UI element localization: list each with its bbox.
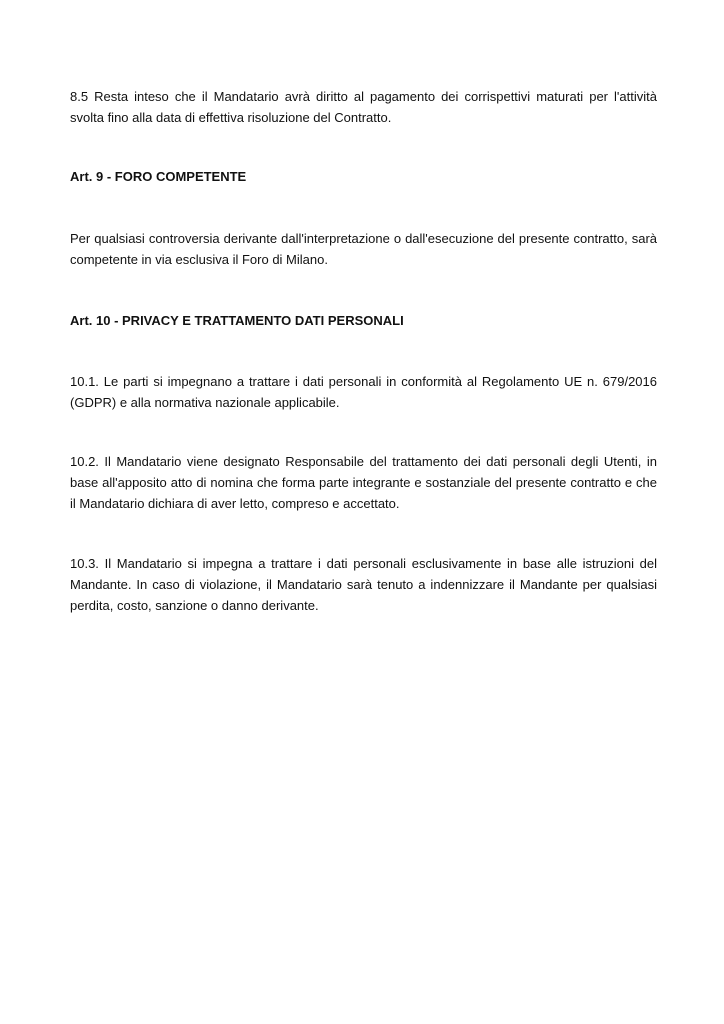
paragraph-10-3: 10.3. Il Mandatario si impegna a trattare i dati personali esclusivamente in base alle istruzioni del Mandante. In caso di violazione, il Mandatario sarà tenuto a indennizzare il Mandante per qualsiasi perdita, costo, sanzione o danno derivante. xyxy=(70,556,657,613)
document-page xyxy=(70,0,657,1024)
paragraph-art-9: Per qualsiasi controversia derivante dall'interpretazione o dall'esecuzione del presente contratto, sarà competente in via esclusiva il Foro di Milano. xyxy=(70,231,657,267)
paragraph-8-5: 8.5 Resta inteso che il Mandatario avrà diritto al pagamento dei corrispettivi maturati per l'attività svolta fino alla data di effettiva risoluzione del Contratto. xyxy=(70,89,657,125)
paragraph-10-2: 10.2. Il Mandatario viene designato Responsabile del trattamento dei dati personali degli Utenti, in base all'apposito atto di nomina che forma parte integrante e sostanziale del presente contratto e che il Mandatario dichiara di aver letto, compreso e accettato. xyxy=(70,454,657,511)
heading-art-9: Art. 9 - FORO COMPETENTE xyxy=(70,169,247,184)
paragraph-10-1: 10.1. Le parti si impegnano a trattare i dati personali in conformità al Regolamento UE n. 679/2016 (GDPR) e alla normativa nazionale applicabile. xyxy=(70,374,657,410)
heading-art-10: Art. 10 - PRIVACY E TRATTAMENTO DATI PERSONALI xyxy=(70,313,404,328)
